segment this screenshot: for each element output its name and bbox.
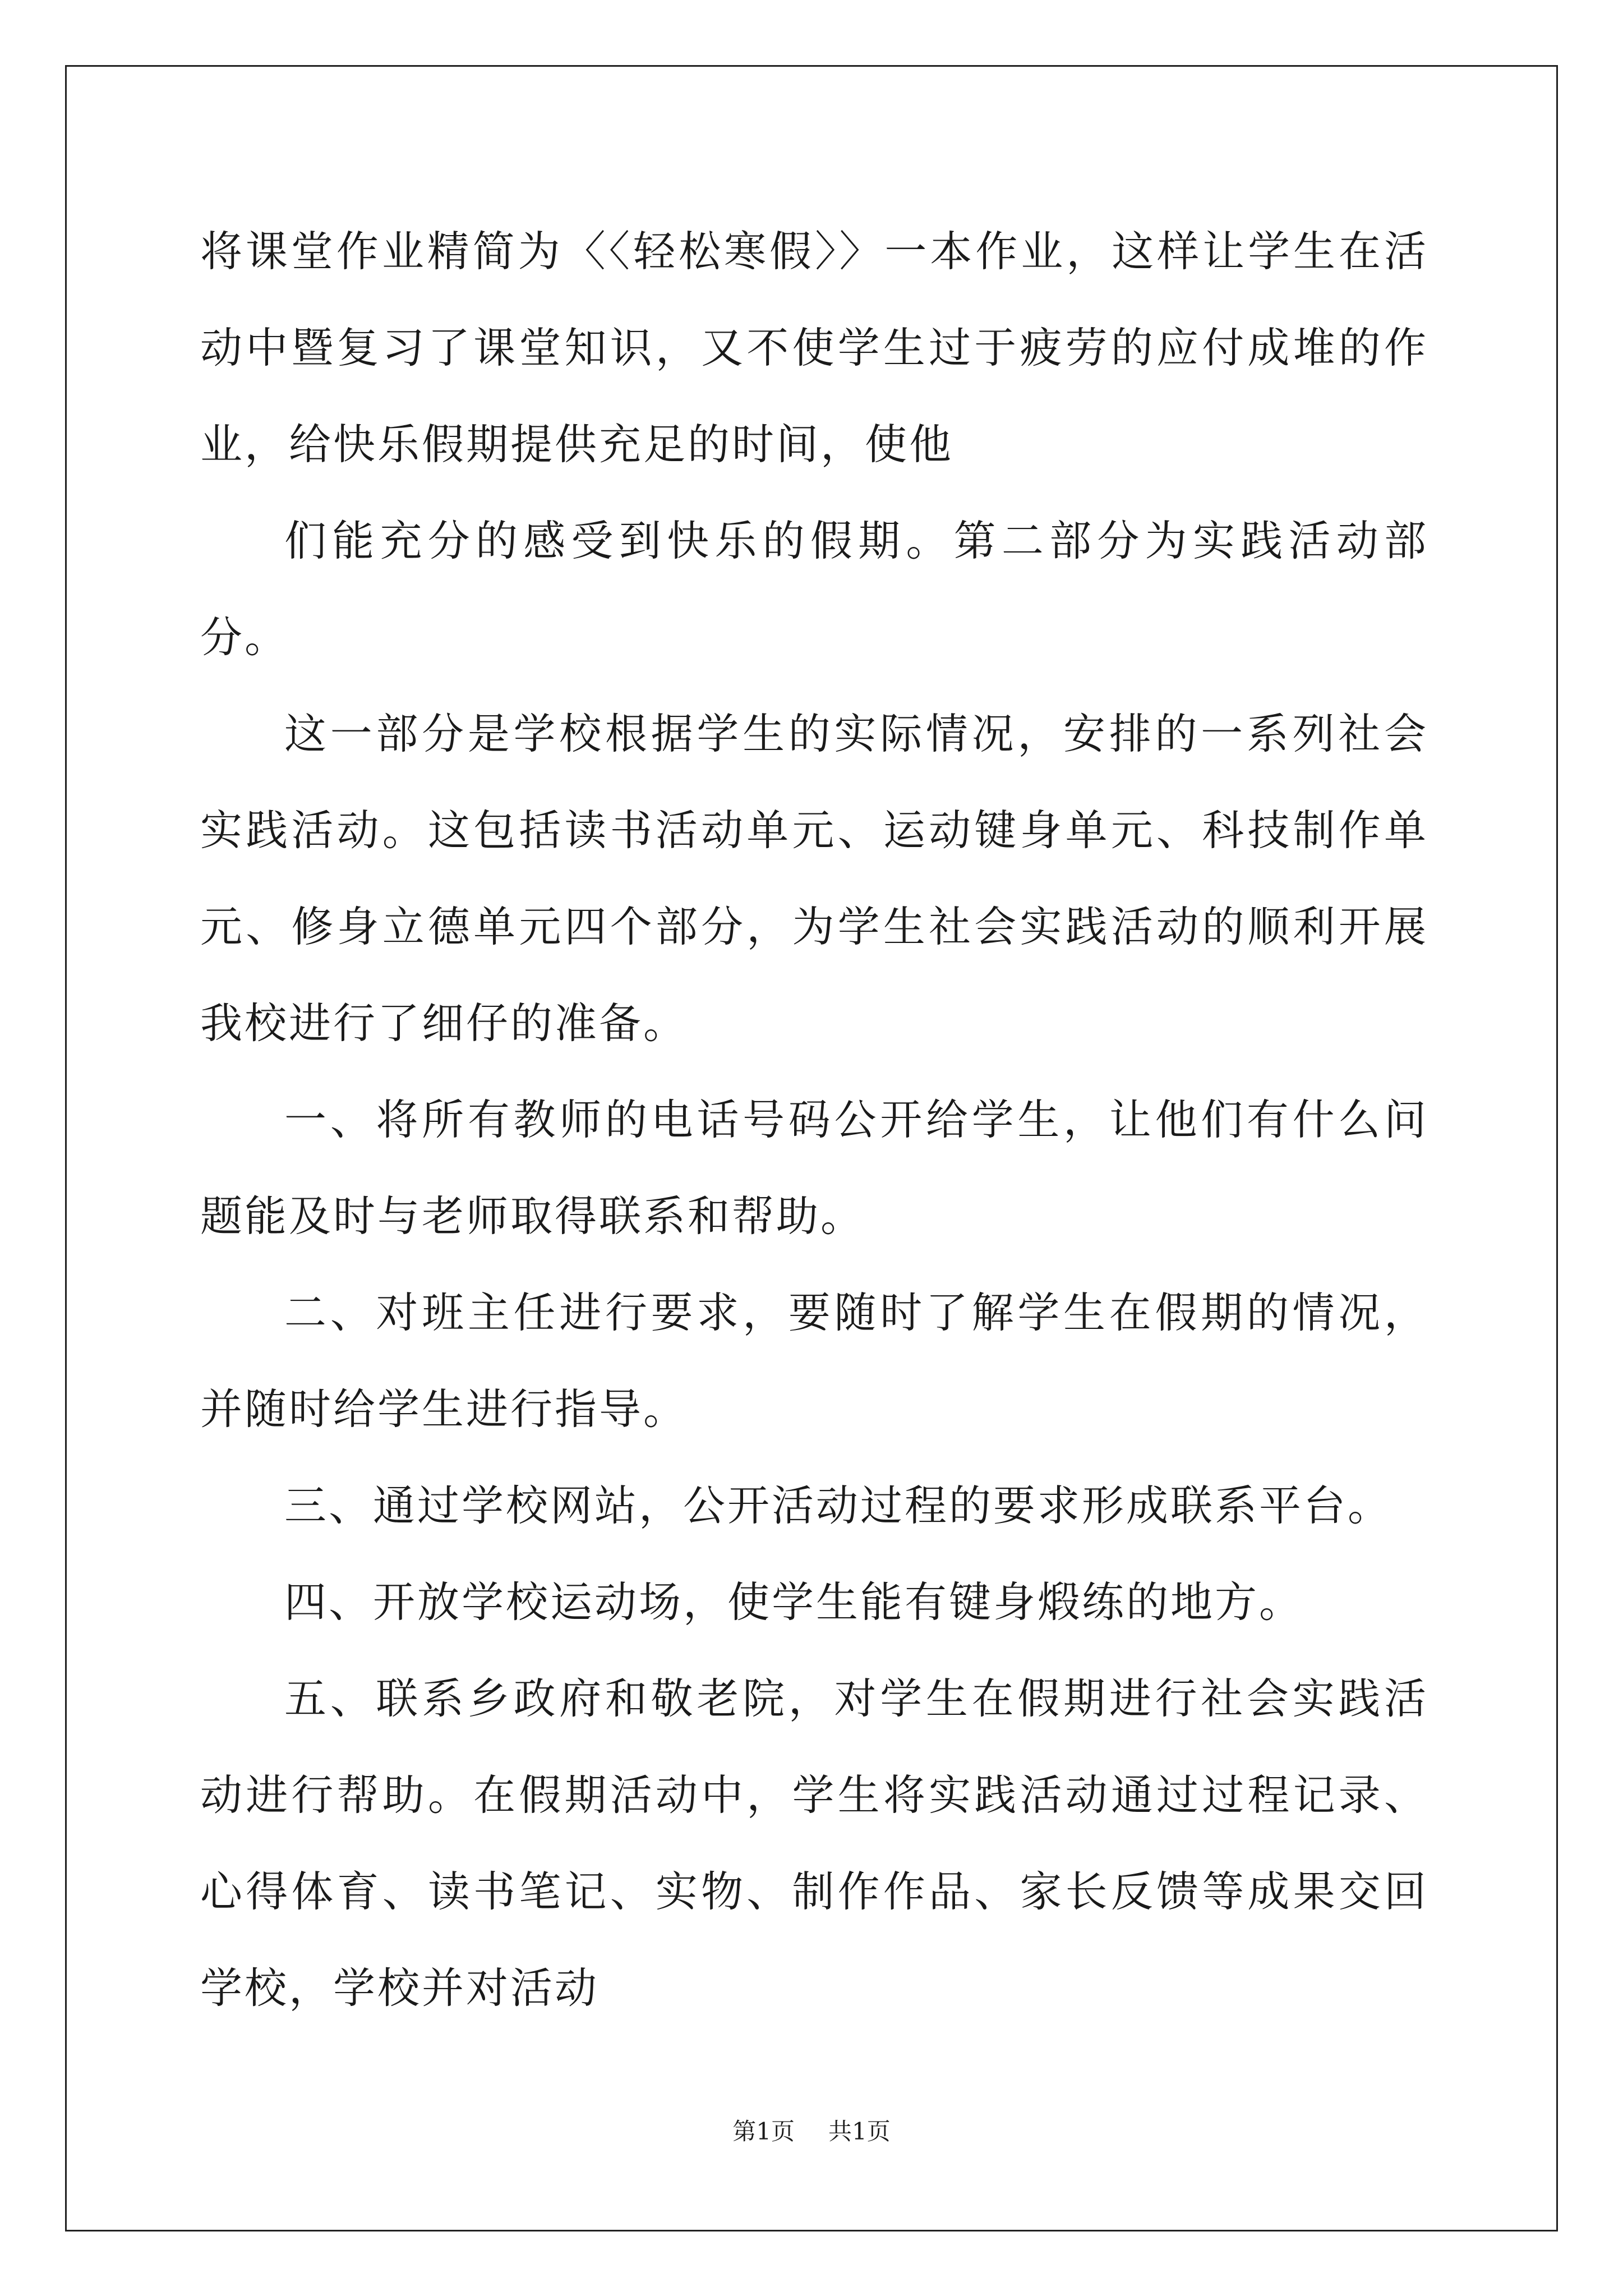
paragraph-8: 五、联系乡政府和敬老院，对学生在假期进行社会实践活动进行帮助。在假期活动中，学生将实践活动通过过程记录、心得体育、读书笔记、实物、制作作品、家长反馈等成果交回学校，学校并对活动 [200, 1674, 1428, 2013]
page-number-current: 第1页 [732, 2118, 795, 2145]
document-body [200, 203, 1428, 2036]
paragraph-5: 二、对班主任进行要求，要随时了解学生在假期的情况，并随时给学生进行指导。 [200, 1288, 1428, 1434]
paragraph-4: 一、将所有教师的电话号码公开给学生，让他们有什么问题能及时与老师取得联系和帮助。 [200, 1095, 1428, 1241]
page-footer [0, 2115, 1623, 2148]
paragraph-3: 这一部分是学校根据学生的实际情况，安排的一系列社会实践活动。这包括读书活动单元、运动键身单元、科技制作单元、修身立德单元四个部分，为学生社会实践活动的顺利开展我校进行了细仔的准备。 [200, 709, 1428, 1048]
paragraph-6: 三、通过学校网站，公开活动过程的要求形成联系平台。 [284, 1481, 1393, 1530]
paragraph-1: 将课堂作业精简为〈〈轻松寒假〉〉一本作业，这样让学生在活动中暨复习了课堂知识，又不使学生过于疲劳的应付成堆的作业，给快乐假期提供充足的时间，使他 [200, 227, 1428, 469]
paragraph-7: 四、开放学校运动场，使学生能有键身煅练的地方。 [284, 1577, 1304, 1627]
page-number-total: 共1页 [828, 2118, 891, 2145]
paragraph-2: 们能充分的感受到快乐的假期。第二部分为实践活动部分。 [200, 516, 1428, 662]
